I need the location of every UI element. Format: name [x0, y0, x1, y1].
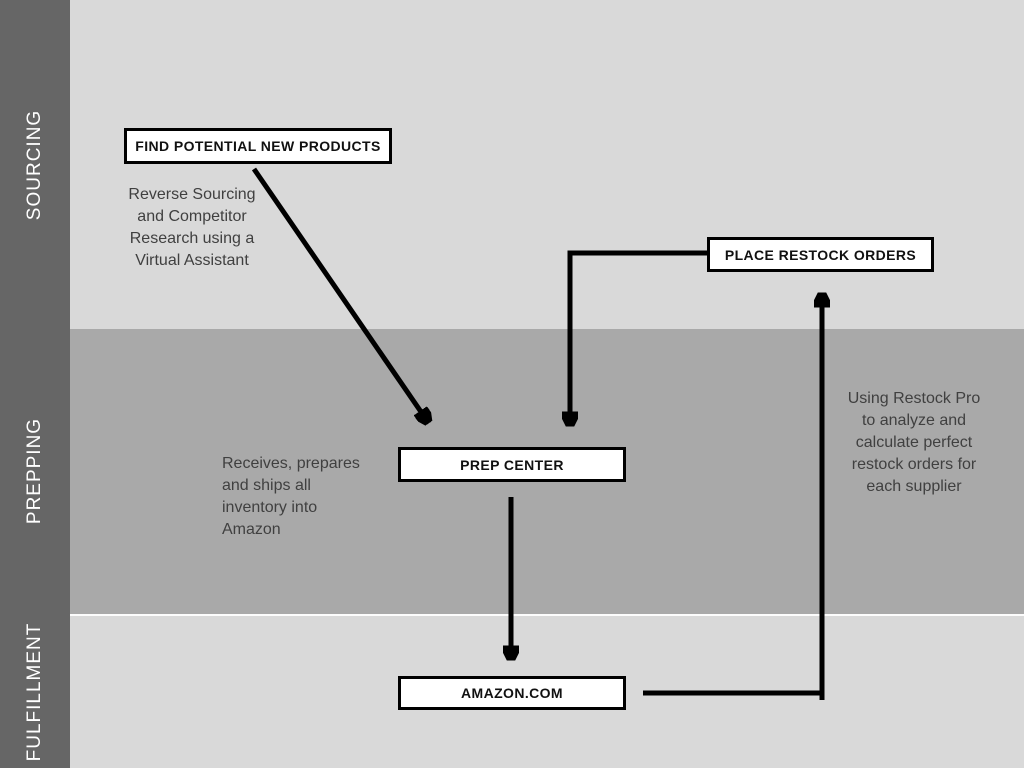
annotation-line: and ships all: [222, 477, 311, 494]
annotation-prep-center: [222, 453, 392, 541]
arrow-restock-to-prep: [570, 253, 707, 425]
annotation-line: Using Restock Pro: [847, 390, 981, 407]
node-label: PLACE RESTOCK ORDERS: [724, 246, 917, 263]
annotation-line: Research using a: [129, 230, 255, 247]
lane-label-fulfillment: FULFILLMENT: [24, 622, 45, 762]
annotation-line: Amazon: [222, 521, 281, 538]
lane-label-sourcing: SOURCING: [24, 109, 45, 221]
node-label: AMAZON.COM: [461, 685, 563, 701]
node-label: FIND POTENTIAL NEW PRODUCTS: [135, 138, 381, 154]
annotation-line: Reverse Sourcing: [128, 186, 256, 203]
node-find-potential-new-products: [124, 128, 392, 164]
annotation-line: Receives, prepares: [222, 455, 360, 472]
node-place-restock-orders: [707, 237, 934, 272]
annotation-line: Virtual Assistant: [135, 252, 249, 269]
annotation-line: restock orders for: [851, 456, 977, 473]
annotation-reverse-sourcing: [97, 184, 287, 272]
annotation-line: inventory into: [222, 499, 318, 516]
node-prep-center: [398, 447, 626, 482]
node-label: PREP CENTER: [460, 456, 564, 473]
annotation-line: calculate perfect: [855, 434, 973, 451]
annotation-line: and Competitor: [137, 208, 247, 225]
lane-label-prepping: PREPPING: [24, 417, 45, 525]
annotation-line: to analyze and: [861, 412, 967, 429]
annotation-restock-pro: [824, 388, 1004, 498]
node-amazon-com: [398, 676, 626, 710]
annotation-line: each supplier: [866, 478, 962, 495]
